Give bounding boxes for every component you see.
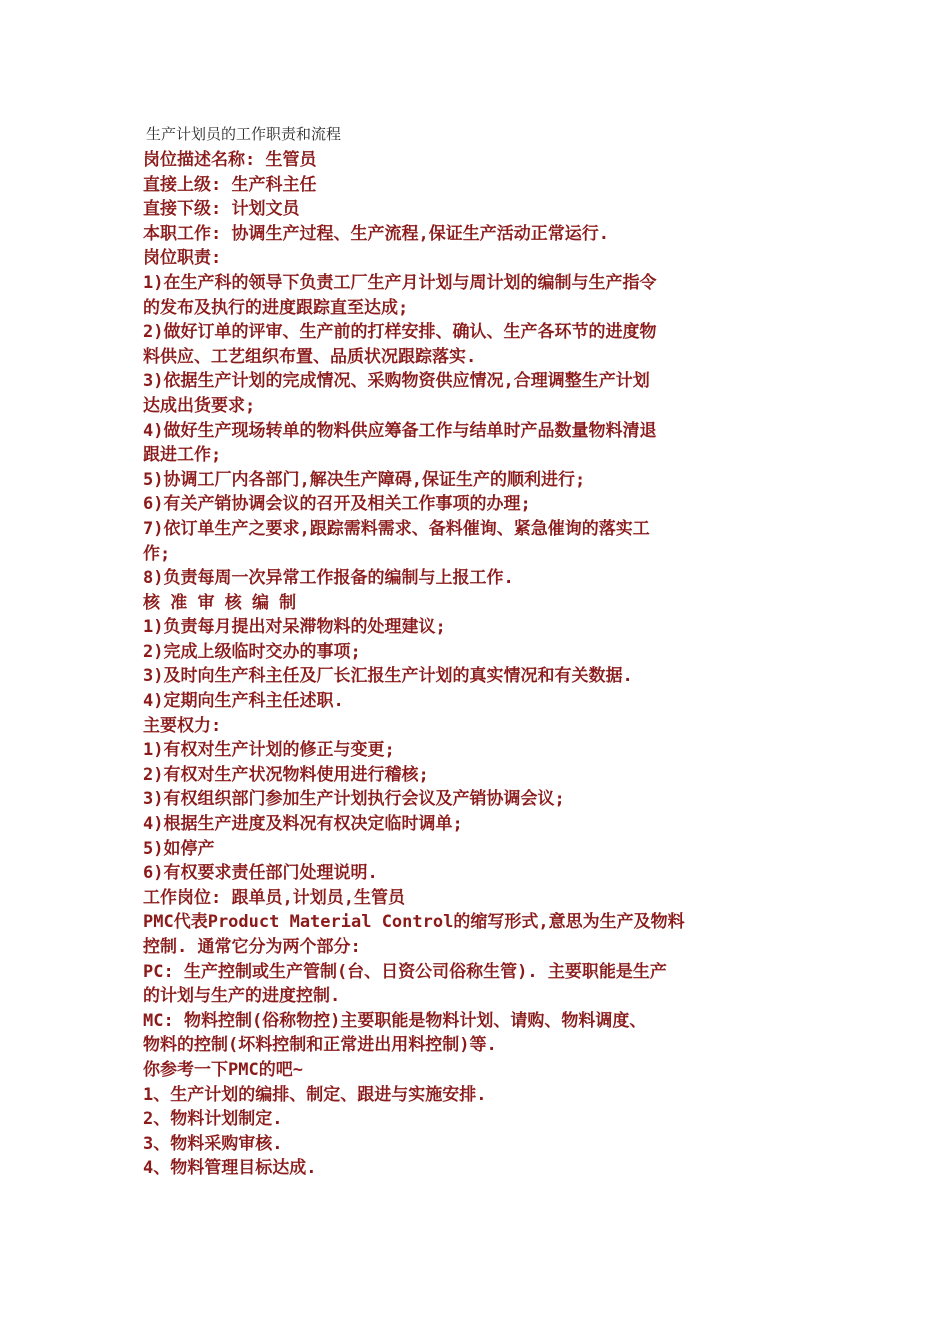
document-line: 料供应、工艺组织布置、品质状况跟踪落实. (143, 346, 477, 367)
document-line: 7)依订单生产之要求,跟踪需料需求、备料催询、紧急催询的落实工 (143, 518, 650, 539)
document-line: 5)如停产 (143, 838, 215, 859)
document-line: 直接上级: 生产科主任 (143, 174, 317, 195)
document-line: 4)根据生产进度及料况有权决定临时调单; (143, 814, 463, 835)
document-line: 物料的控制(坏料控制和正常进出用料控制)等. (143, 1035, 497, 1056)
document-line: 3、物料采购审核. (143, 1133, 283, 1154)
document-line: 你参考一下PMC的吧~ (143, 1059, 303, 1080)
document-line: 2)完成上级临时交办的事项; (143, 641, 361, 662)
document-line: 3)及时向生产科主任及厂长汇报生产计划的真实情况和有关数据. (143, 666, 633, 687)
document-line: 直接下级: 计划文员 (143, 199, 300, 220)
document-line: 5)协调工厂内各部门,解决生产障碍,保证生产的顺利进行; (143, 469, 586, 490)
document-line: PC: 生产控制或生产管制(台、日资公司俗称生管). 主要职能是生产 (143, 961, 667, 982)
document-line: 的发布及执行的进度跟踪直至达成; (143, 297, 409, 318)
document-line: 核 准 审 核 编 制 (143, 592, 297, 613)
document-line: 4、物料管理目标达成. (143, 1158, 317, 1179)
document-line: MC: 物料控制(俗称物控)主要职能是物料计划、请购、物料调度、 (143, 1010, 647, 1031)
document-line: 8)负责每周一次异常工作报备的编制与上报工作. (143, 568, 514, 589)
document-line: 2、物料计划制定. (143, 1109, 283, 1130)
document-line: 3)依据生产计划的完成情况、采购物资供应情况,合理调整生产计划 (143, 371, 650, 392)
document-line: 1)在生产科的领导下负责工厂生产月计划与周计划的编制与生产指令 (143, 272, 657, 293)
document-line: 作; (143, 543, 171, 564)
document-line: 6)有权要求责任部门处理说明. (143, 863, 378, 884)
document-line: 达成出货要求; (143, 395, 256, 416)
document-line: 4)做好生产现场转单的物料供应筹备工作与结单时产品数量物料清退 (143, 420, 657, 441)
document-line: 4)定期向生产科主任述职. (143, 691, 344, 712)
document-line: PMC代表Product Material Control的缩写形式,意思为生产及物料 (143, 912, 685, 933)
document-line: 岗位描述名称: 生管员 (143, 150, 317, 170)
document-line: 2)做好订单的评审、生产前的打样安排、确认、生产各环节的进度物 (143, 322, 657, 343)
document-title: 生产计划员的工作职责和流程 (146, 125, 342, 143)
document-line: 1、生产计划的编排、制定、跟进与实施安排. (143, 1084, 487, 1105)
document-line: 控制. 通常它分为两个部分: (143, 937, 361, 957)
document-line: 的计划与生产的进度控制. (143, 986, 341, 1007)
document-line: 主要权力: (143, 715, 222, 736)
document-line: 本职工作: 协调生产过程、生产流程,保证生产活动正常运行. (143, 223, 609, 244)
document-line: 3)有权组织部门参加生产计划执行会议及产销协调会议; (143, 789, 565, 810)
document-line: 岗位职责: (143, 248, 222, 269)
document-line: 跟进工作; (143, 445, 222, 466)
document-line: 1)有权对生产计划的修正与变更; (143, 740, 395, 761)
document-line: 1)负责每月提出对呆滞物料的处理建议; (143, 617, 446, 638)
document-line: 2)有权对生产状况物料使用进行稽核; (143, 764, 429, 785)
document-line: 6)有关产销协调会议的召开及相关工作事项的办理; (143, 494, 531, 515)
document-body (143, 148, 808, 1181)
document-line: 工作岗位: 跟单员,计划员,生管员 (143, 887, 405, 908)
